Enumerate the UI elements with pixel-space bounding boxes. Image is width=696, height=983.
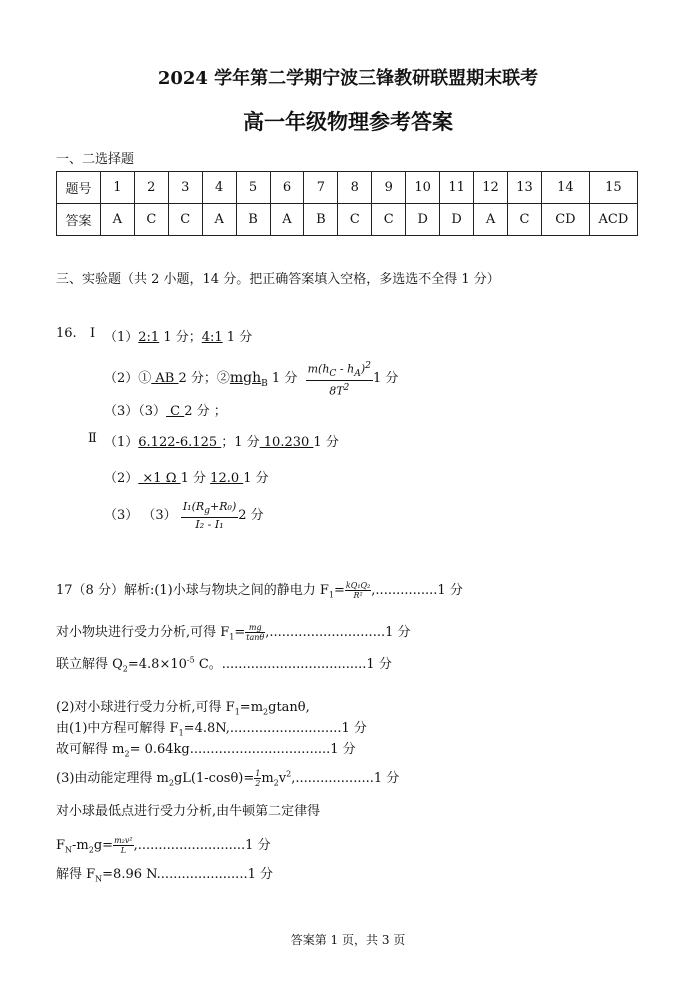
table-cell: D [406, 204, 440, 236]
table-cell: A [202, 204, 236, 236]
q16-p1-line2: （2）① AB 2 分；②mgh$_B$ 1 分 $\frac{m(h_C - h_A)^2}{8T^2}$ 1 分 [104, 360, 399, 398]
q17-line2: 对小物块进行受力分析,可得 $F_1=$ $\frac{mg}{\tan\theta}$ ,............................1 分 [56, 623, 411, 642]
q16-p1-line1: （1）2:1 1 分；4:1 1 分 [104, 330, 253, 345]
table-cell: D [440, 204, 474, 236]
table-cell: 7 [304, 172, 338, 204]
table-cell: A [474, 204, 508, 236]
q17-line3: 联立解得 $Q_2=4.8\times 10^{-5}$ C。...................................1 分 [56, 655, 392, 674]
table-cell: C [134, 204, 168, 236]
q17-line1: 17（8 分）解析:(1)小球与物块之间的静电力 $F_1=$ $\frac{\text{kQ₁Q₂}}{\text{R²}}$ ,...............1 分 [56, 581, 463, 600]
table-cell: C [338, 204, 372, 236]
q17-line10: 解得 $F_N=8.96$ N......................1 分 [56, 867, 273, 884]
section-choice-heading: 一、二选择题 [56, 152, 135, 167]
table-cell: 5 [236, 172, 270, 204]
answer-blank: ×1 Ω [138, 471, 181, 486]
answer-key-title: 高一年级物理参考答案 [243, 109, 453, 134]
table-cell: 1 [100, 172, 134, 204]
answer-blank: 10.230 [259, 435, 314, 450]
table-cell: 13 [508, 172, 542, 204]
half-fraction: $\frac{1}{2}$ [255, 769, 261, 788]
answer-blank: 4:1 [201, 330, 223, 345]
resistance-fraction: $\frac{I_1(R_g+R_0)}{\text{I₂ - I₁}}$ [182, 500, 237, 532]
exam-title: 2024 学年第二学期宁波三锋教研联盟期末联考 [157, 68, 539, 89]
table-cell: 15 [589, 172, 637, 204]
answer-blank: AB [151, 370, 179, 386]
table-row-answers [57, 204, 638, 236]
q17-line4: (2)对小球进行受力分析,可得 $F_1=m_2gtan\theta$, [56, 700, 310, 717]
table-cell: CD [541, 204, 589, 236]
q17-line5: 由(1)中方程可解得 $F_1=4.8N,...........................1$ 分 [56, 721, 367, 738]
q17-line6: 故可解得 $m_2= 0.64kg..................................1$ 分 [56, 742, 356, 759]
table-cell: 9 [372, 172, 406, 204]
row-label: 答案 [57, 204, 101, 236]
q16-p2-line1: （1）6.122-6.125 ；1 分 10.230 1 分 [104, 435, 339, 450]
q16-number: 16. [56, 326, 77, 341]
table-cell: 8 [338, 172, 372, 204]
table-cell: 14 [541, 172, 589, 204]
answer-blank: 6.122-6.125 [138, 435, 222, 450]
answer-blank: C [166, 404, 185, 419]
table-cell: 11 [440, 172, 474, 204]
q17-line8: 对小球最低点进行受力分析,由牛顿第二定律得 [56, 804, 321, 819]
table-cell: B [236, 204, 270, 236]
table-cell: 2 [134, 172, 168, 204]
table-cell: C [372, 204, 406, 236]
table-cell: 12 [474, 172, 508, 204]
table-row-numbers [57, 172, 638, 204]
table-cell: 4 [202, 172, 236, 204]
tan-fraction: $\frac{mg}{\tan\theta}$ [246, 623, 265, 642]
table-cell: C [508, 204, 542, 236]
section-experiment-heading: 三、实验题（共 2 小题，14 分。把正确答案填入空格，多选选不全得 1 分） [56, 272, 500, 287]
q16-part1-mark: Ⅰ [90, 326, 96, 341]
q16-p1-line3: （3）（3） C 2 分 ； [104, 404, 227, 419]
table-cell: A [100, 204, 134, 236]
q17-line9: $F_N-m_2g=$ $\frac{\text{m₂v²}}{L}$ ,..........................1 分 [56, 836, 271, 855]
table-cell: A [270, 204, 304, 236]
table-cell: C [168, 204, 202, 236]
energy-fraction: $\frac{m(h_C - h_A)^2}{8T^2}$ [307, 360, 371, 398]
q16-part2-mark: Ⅱ [88, 431, 97, 446]
table-cell: B [304, 204, 338, 236]
answer-blank: 12.0 [210, 471, 244, 486]
table-cell: ACD [589, 204, 637, 236]
centripetal-fraction: $\frac{\text{m₂v²}}{L}$ [114, 836, 133, 855]
answer-blank: 2:1 [138, 330, 160, 345]
q17-line7: (3)由动能定理得 $m_2gL(1-\cos\theta)=$ $\frac{1}{2}$ $m_2v^2,...................1$ 分 [56, 769, 400, 788]
answer-blank: mgh$_B$ [229, 369, 268, 389]
coulomb-fraction: $\frac{\text{kQ₁Q₂}}{\text{R²}}$ [345, 581, 371, 600]
row-label: 题号 [57, 172, 101, 204]
table-cell: 10 [406, 172, 440, 204]
page-footer: 答案第 1 页，共 3 页 [290, 933, 406, 947]
q16-p2-line2: （2） ×1 Ω 1 分 12.0 1 分 [104, 471, 269, 486]
answer-table [56, 171, 638, 236]
q16-p2-line3: （3） （3） $\frac{I_1(R_g+R_0)}{\text{I₂ - I₁}}$ 2 分 [104, 500, 264, 532]
table-cell: 6 [270, 172, 304, 204]
table-cell: 3 [168, 172, 202, 204]
